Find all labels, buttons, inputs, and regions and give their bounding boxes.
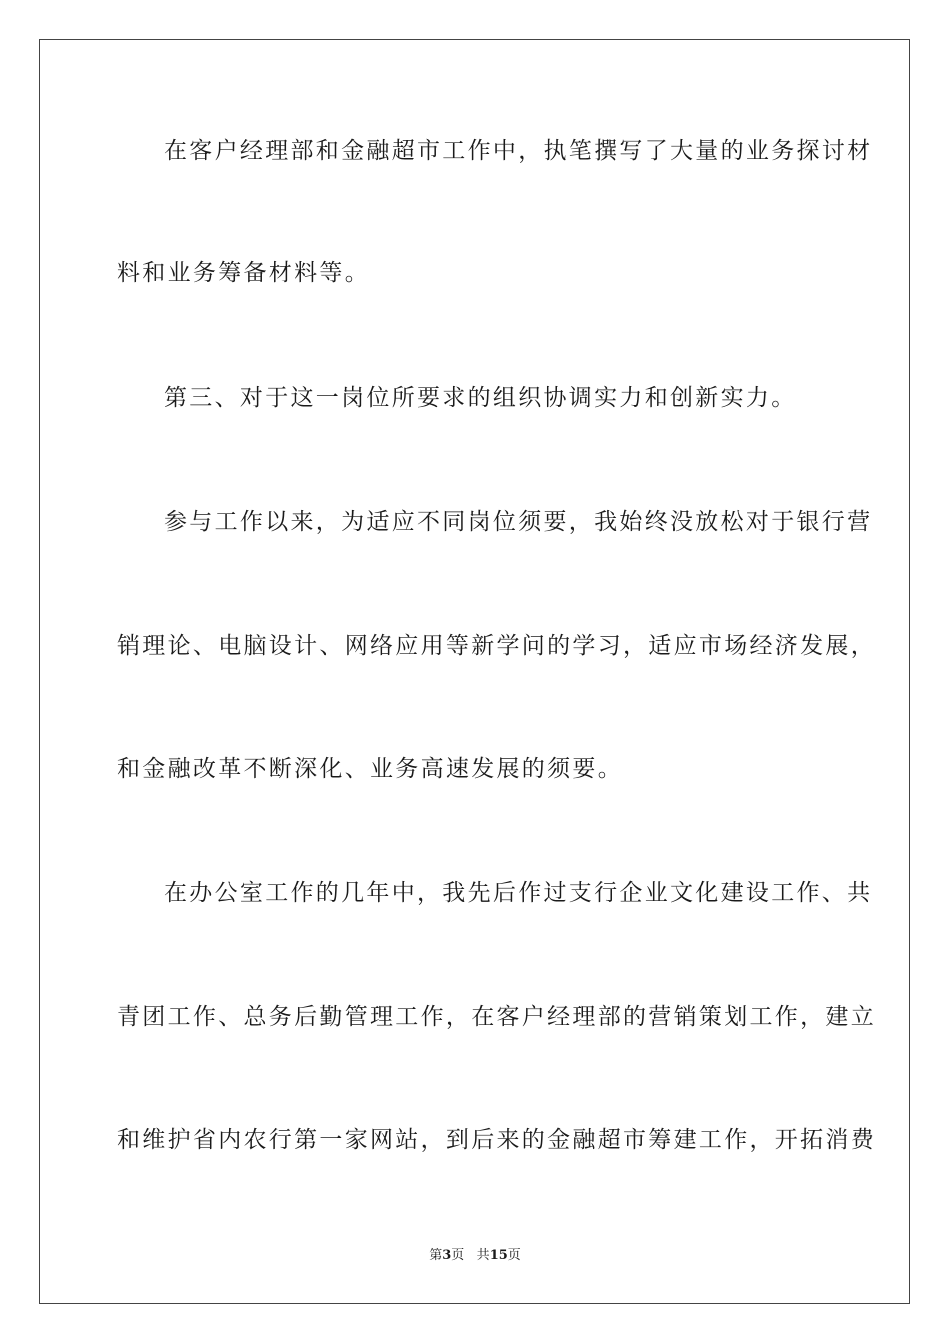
text-line: 和维护省内农行第一家网站，到后来的金融超市筹建工作，开拓消费 [117,1127,876,1153]
text-line: 在办公室工作的几年中，我先后作过支行企业文化建设工作、共 [164,880,873,906]
text-line: 料和业务筹备材料等。 [117,260,370,286]
text-line: 青团工作、总务后勤管理工作，在客户经理部的营销策划工作，建立 [117,1004,876,1030]
footer-total-prefix: 共 [476,1248,490,1263]
footer-page-suffix: 页 [451,1248,465,1263]
page-footer [0,1248,950,1264]
text-line: 参与工作以来，为适应不同岗位须要，我始终没放松对于银行营 [164,509,873,535]
page-border [39,39,910,1304]
text-line: 第三、对于这一岗位所要求的组织协调实力和创新实力。 [164,385,797,411]
footer-page-number: 3 [442,1248,452,1263]
footer-total-suffix: 页 [507,1248,521,1263]
text-line: 销理论、电脑设计、网络应用等新学问的学习，适应市场经济发展， [117,633,876,659]
footer-page-prefix: 第 [429,1248,443,1263]
text-line: 和金融改革不断深化、业务高速发展的须要。 [117,756,623,782]
footer-total-pages: 15 [489,1248,508,1263]
text-line: 在客户经理部和金融超市工作中，执笔撰写了大量的业务探讨材 [164,138,873,164]
